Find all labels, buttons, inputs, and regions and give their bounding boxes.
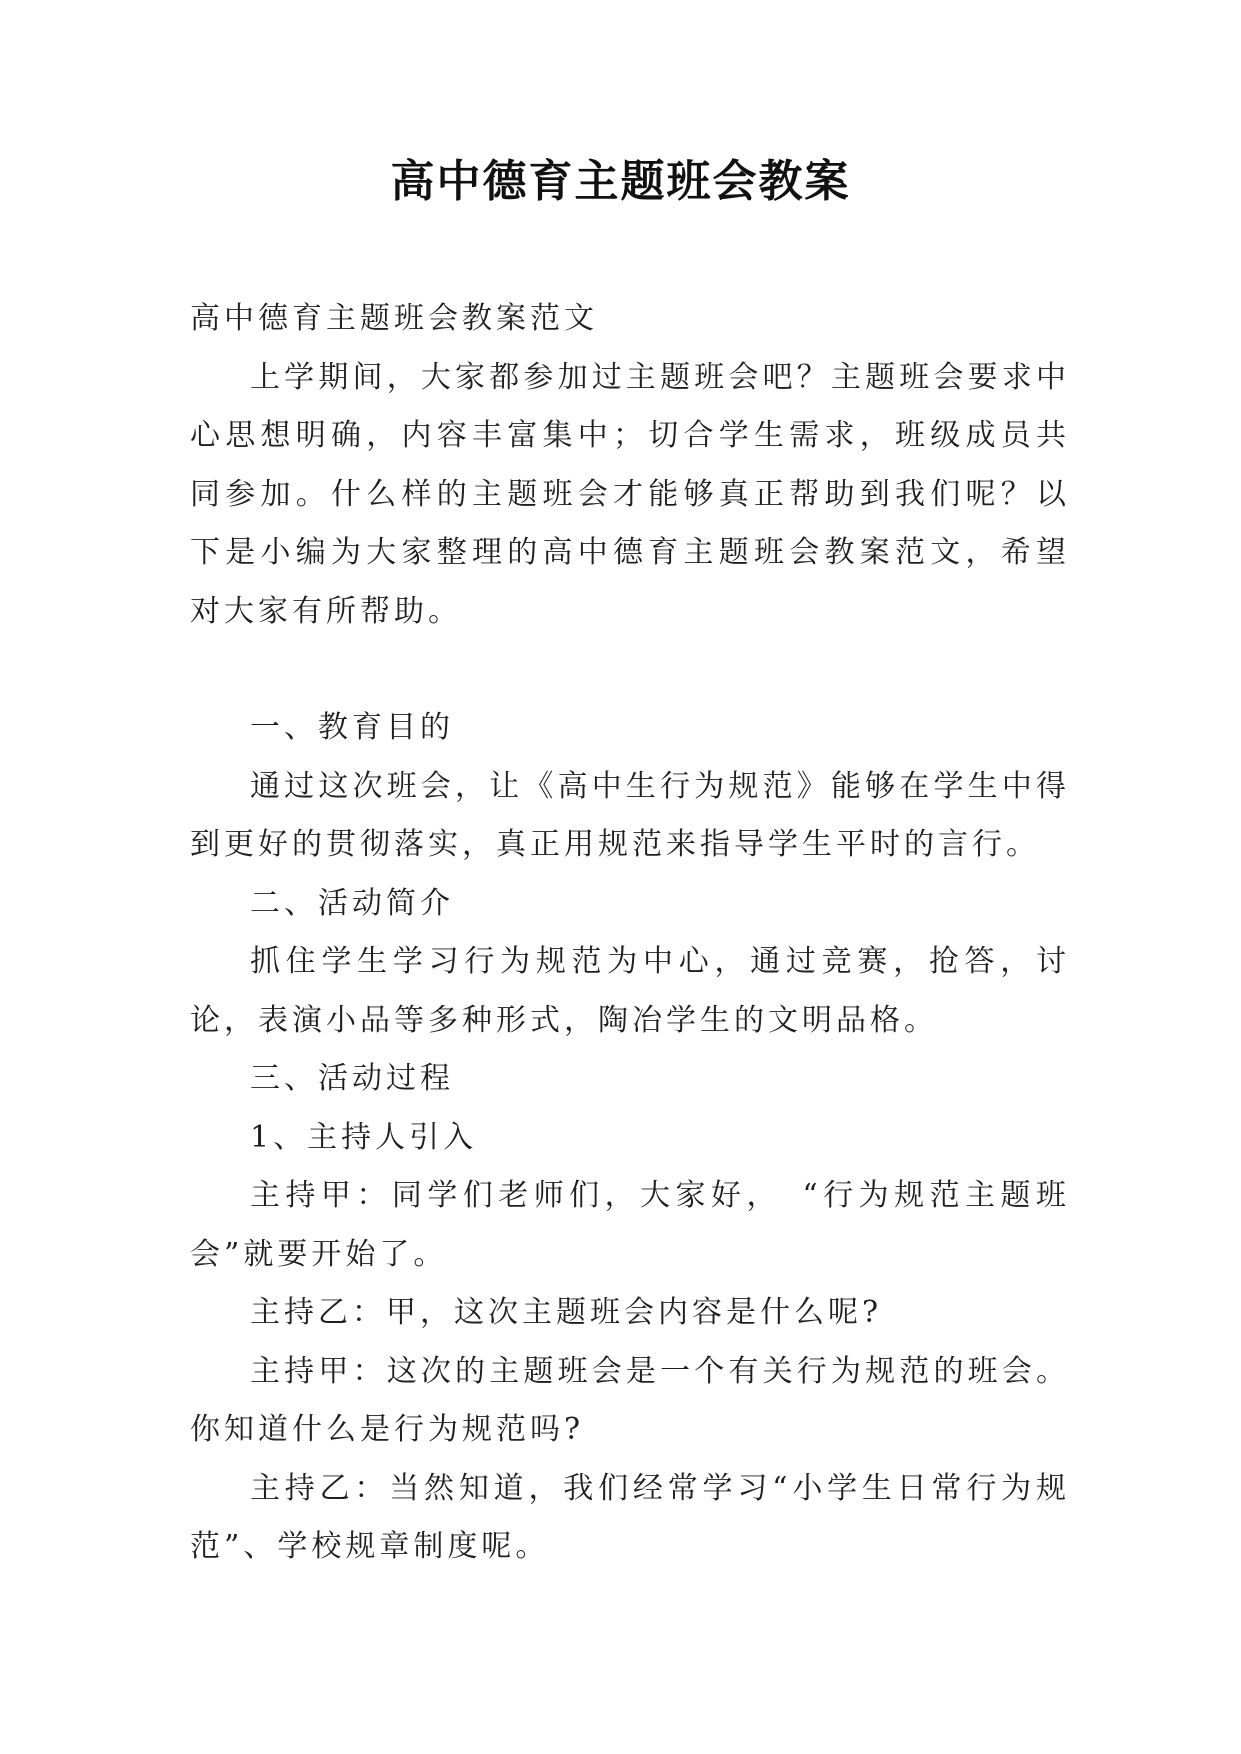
section-2-paragraph: 抓住学生学习行为规范为中心，通过竞赛，抢答，讨论，表演小品等多种形式，陶冶学生的文明品格。 [190,944,1070,1038]
intro-paragraph: 上学期间，大家都参加过主题班会吧？主题班会要求中心思想明确，内容丰富集中；切合学生需求，班级成员共同参加。什么样的主题班会才能够真正帮助到我们呢？以下是小编为大家整理的高中德育主题班会教案范文，希望对大家有所帮助。 [190,359,1070,629]
section-1-paragraph: 通过这次班会，让《高中生行为规范》能够在学生中得到更好的贯彻落实，真正用规范来指导学生平时的言行。 [190,768,1070,862]
section-1-heading: 一、教育目的 [250,710,454,745]
dialogue-line: 主持甲：这次的主题班会是一个有关行为规范的班会。你知道什么是行为规范吗? [190,1353,1070,1447]
dialogue-line: 主持乙：甲，这次主题班会内容是什么呢? [250,1295,883,1330]
step-1-heading: 1、主持人引入 [250,1119,478,1155]
document-body [190,290,1070,1577]
document-title: 高中德育主题班会教案 [390,156,851,207]
dialogue-line: 主持甲：同学们老师们，大家好， “行为规范主题班会”就要开始了。 [190,1178,1070,1272]
section-3-heading: 三、活动过程 [250,1061,454,1096]
dialogue-line: 主持乙：当然知道，我们经常学习“小学生日常行为规范”、学校规章制度呢。 [190,1470,1070,1564]
document-subtitle: 高中德育主题班会教案范文 [190,301,598,336]
paragraph-spacer [190,641,1070,699]
section-2-heading: 二、活动简介 [250,885,454,921]
